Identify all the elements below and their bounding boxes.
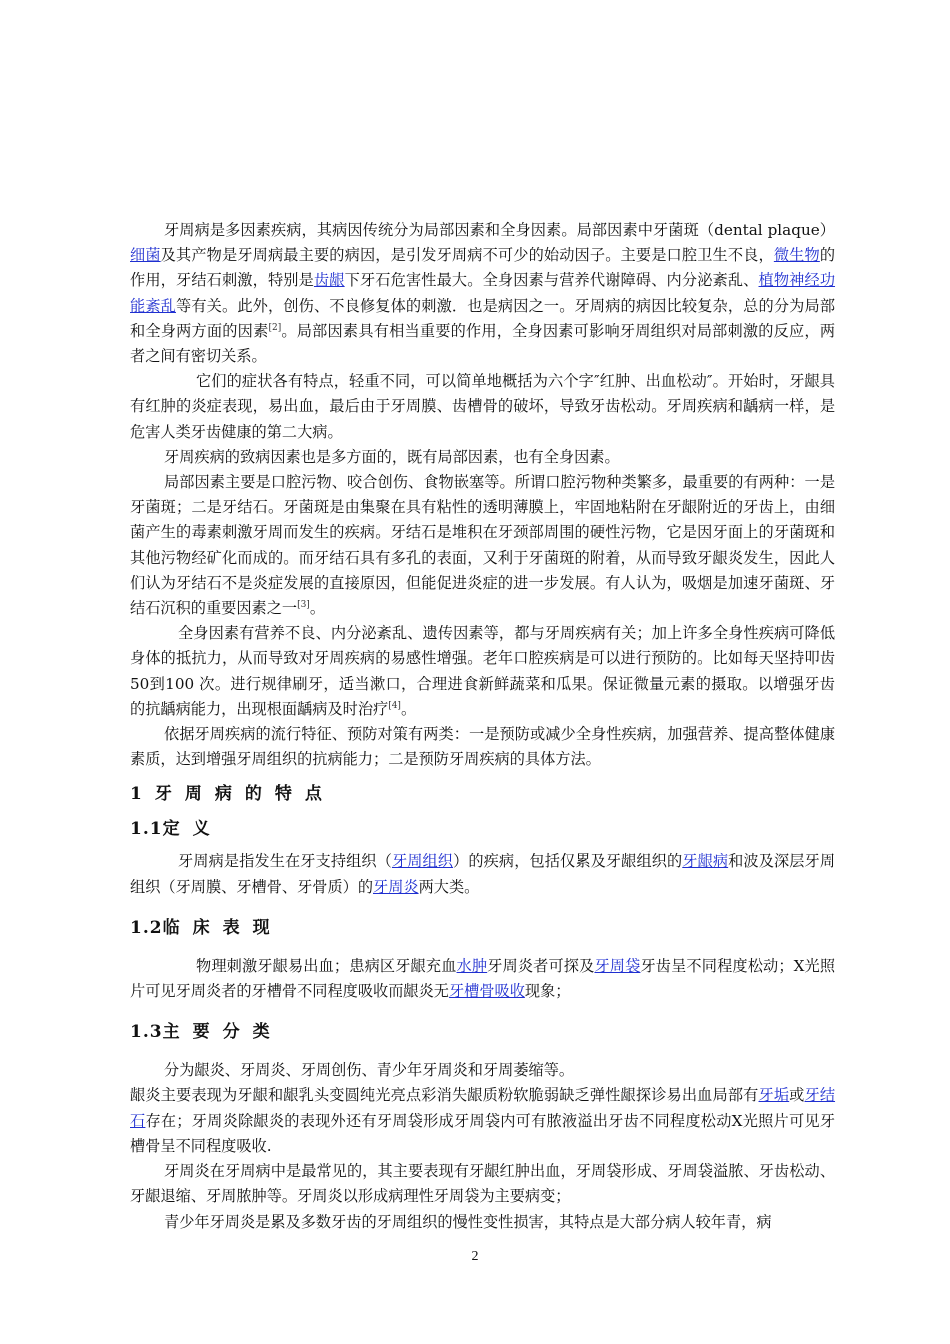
link-gingiva[interactable]: 齿龈 xyxy=(313,271,345,290)
link-microorganism[interactable]: 微生物 xyxy=(773,246,820,265)
link-gingival-disease[interactable]: 牙龈病 xyxy=(682,852,729,871)
paragraph-systemic-factors: 全身因素有营养不良、内分泌紊乱、遗传因素等，都与牙周疾病有关；加上许多全身性疾病可降低身体的抵抗力，从而导致对牙周疾病的易感性增强。老年口腔疾病是可以进行预防的。比如每天坚持叩齿50到100 次。进行规律刷牙，适当漱口，合理进食新鲜蔬菜和瓜果。保证微量元素的摄取。以增强牙齿的抗龋病能力，出现根面龋病及时治疗[4]。 xyxy=(130,624,835,718)
paragraph-clinical: 物理刺激牙龈易出血；患病区牙龈充血水肿牙周炎者可探及牙周袋牙齿呈不同程度松动；X光照片可见牙周炎者的牙槽骨不同程度吸收而龈炎无牙槽骨吸收现象； xyxy=(130,956,836,1001)
link-alveolar-resorption[interactable]: 牙槽骨吸收 xyxy=(448,982,525,1001)
paragraph-periodontitis: 牙周炎在牙周病中是最常见的，其主要表现有牙龈红肿出血，牙周袋形成、牙周袋溢脓、牙齿松动、牙龈退缩、牙周脓肿等。牙周炎以形成病理性牙周袋为主要病变； xyxy=(130,1162,835,1206)
document-body xyxy=(130,218,835,1235)
heading-section-1-3: 1.3主要分类 xyxy=(130,1022,283,1043)
paragraph-symptoms: 它们的症状各有特点，轻重不同，可以简单地概括为六个字″红肿、出血松动″。开始时，牙龈具有红肿的炎症表现，易出血，最后由于牙周膜、齿槽骨的破坏，导致牙齿松动。牙周疾病和龋病一样，是危害人类牙齿健康的第二大病。 xyxy=(130,372,835,441)
link-periodontal-pocket[interactable]: 牙周袋 xyxy=(594,956,641,975)
link-periodontitis[interactable]: 牙周炎 xyxy=(373,877,419,896)
link-periodontal-tissue[interactable]: 牙周组织 xyxy=(391,852,454,871)
paragraph-definition: 牙周病是指发生在牙支持组织（牙周组织）的疾病，包括仅累及牙龈组织的牙龈病和波及深层牙周组织（牙周膜、牙槽骨、牙骨质）的牙周炎两大类。 xyxy=(130,852,835,896)
paragraph-classification: 分为龈炎、牙周炎、牙周创伤、青少年牙周炎和牙周萎缩等。 xyxy=(164,1061,575,1080)
citation-3: [3] xyxy=(297,600,310,611)
paragraph-etiology: 牙周病是多因素疾病，其病因传统分为局部因素和全身因素。局部因素中牙菌斑（dental plaque）细菌及其产物是牙周病最主要的病因，是引发牙周病不可少的始动因子。主要是口腔卫生不良，微生物的作用，牙结石刺激，特别是齿龈下牙石危害性最大。全身因素与营养代谢障碍、内分泌紊乱、植物神经功能紊乱等有关。此外，创伤、不良修复体的刺激．也是病因之一。牙周病的病因比较复杂，总的分为局部和全身两方面的因素[2]。局部因素具有相当重要的作用，全身因素可影响牙周组织对局部刺激的反应，两者之间有密切关系。 xyxy=(130,221,836,366)
paragraph-juvenile: 青少年牙周炎是累及多数牙齿的牙周组织的慢性变性损害，其特点是大部分病人较年青，病 xyxy=(164,1212,772,1231)
citation-4: [4] xyxy=(388,700,401,711)
heading-section-1-2: 1.2临床表现 xyxy=(130,917,283,938)
citation-2: [2] xyxy=(268,322,282,333)
link-edema[interactable]: 水肿 xyxy=(456,956,488,975)
heading-section-1-1: 1.1定义 xyxy=(130,819,223,840)
paragraph-local-factors: 局部因素主要是口腔污物、咬合创伤、食物嵌塞等。所谓口腔污物种类繁多，最重要的有两种：一是牙菌斑；二是牙结石。牙菌斑是由集聚在具有粘性的透明薄膜上，牢固地粘附在牙龈附近的牙齿上，由细菌产生的毒素刺激牙周而发生的疾病。牙结石是堆积在牙颈部周围的硬性污物，它是因牙面上的牙菌斑和其他污物经矿化而成的。而牙结石具有多孔的表面，又利于牙菌斑的附着，从而导致牙龈炎发生，因此人们认为牙结石不是炎症发展的直接原因，但能促进炎症的进一步发展。有人认为，吸烟是加速牙菌斑、牙结石沉积的重要因素之一[3]。 xyxy=(130,473,835,618)
heading-section-1: 1牙周病的特点 xyxy=(130,784,335,805)
paragraph-gingivitis: 龈炎主要表现为牙龈和龈乳头变圆纯光亮点彩消失龈质粉软脆弱缺乏弹性龈探诊易出血局部有牙垢或牙结石存在；牙周炎除龈炎的表现外还有牙周袋形成牙周袋内可有脓液溢出牙齿不同程度松动X光照片可见牙槽骨呈不同程度吸收. xyxy=(130,1086,836,1155)
link-calculus[interactable]: 牙结石 xyxy=(130,1086,836,1130)
link-autonomic-disorder[interactable]: 植物神经功能紊乱 xyxy=(130,271,836,315)
page-number: 2 xyxy=(471,1249,479,1264)
link-tartar[interactable]: 牙垢 xyxy=(758,1086,790,1105)
link-bacteria[interactable]: 细菌 xyxy=(130,246,161,265)
paragraph-prevention: 依据牙周疾病的流行特征、预防对策有两类：一是预防或减少全身性疾病，加强营养、提高整体健康素质，达到增强牙周组织的抗病能力；二是预防牙周疾病的具体方法。 xyxy=(130,725,835,769)
paragraph-causes-intro: 牙周疾病的致病因素也是多方面的，既有局部因素，也有全身因素。 xyxy=(164,447,620,466)
